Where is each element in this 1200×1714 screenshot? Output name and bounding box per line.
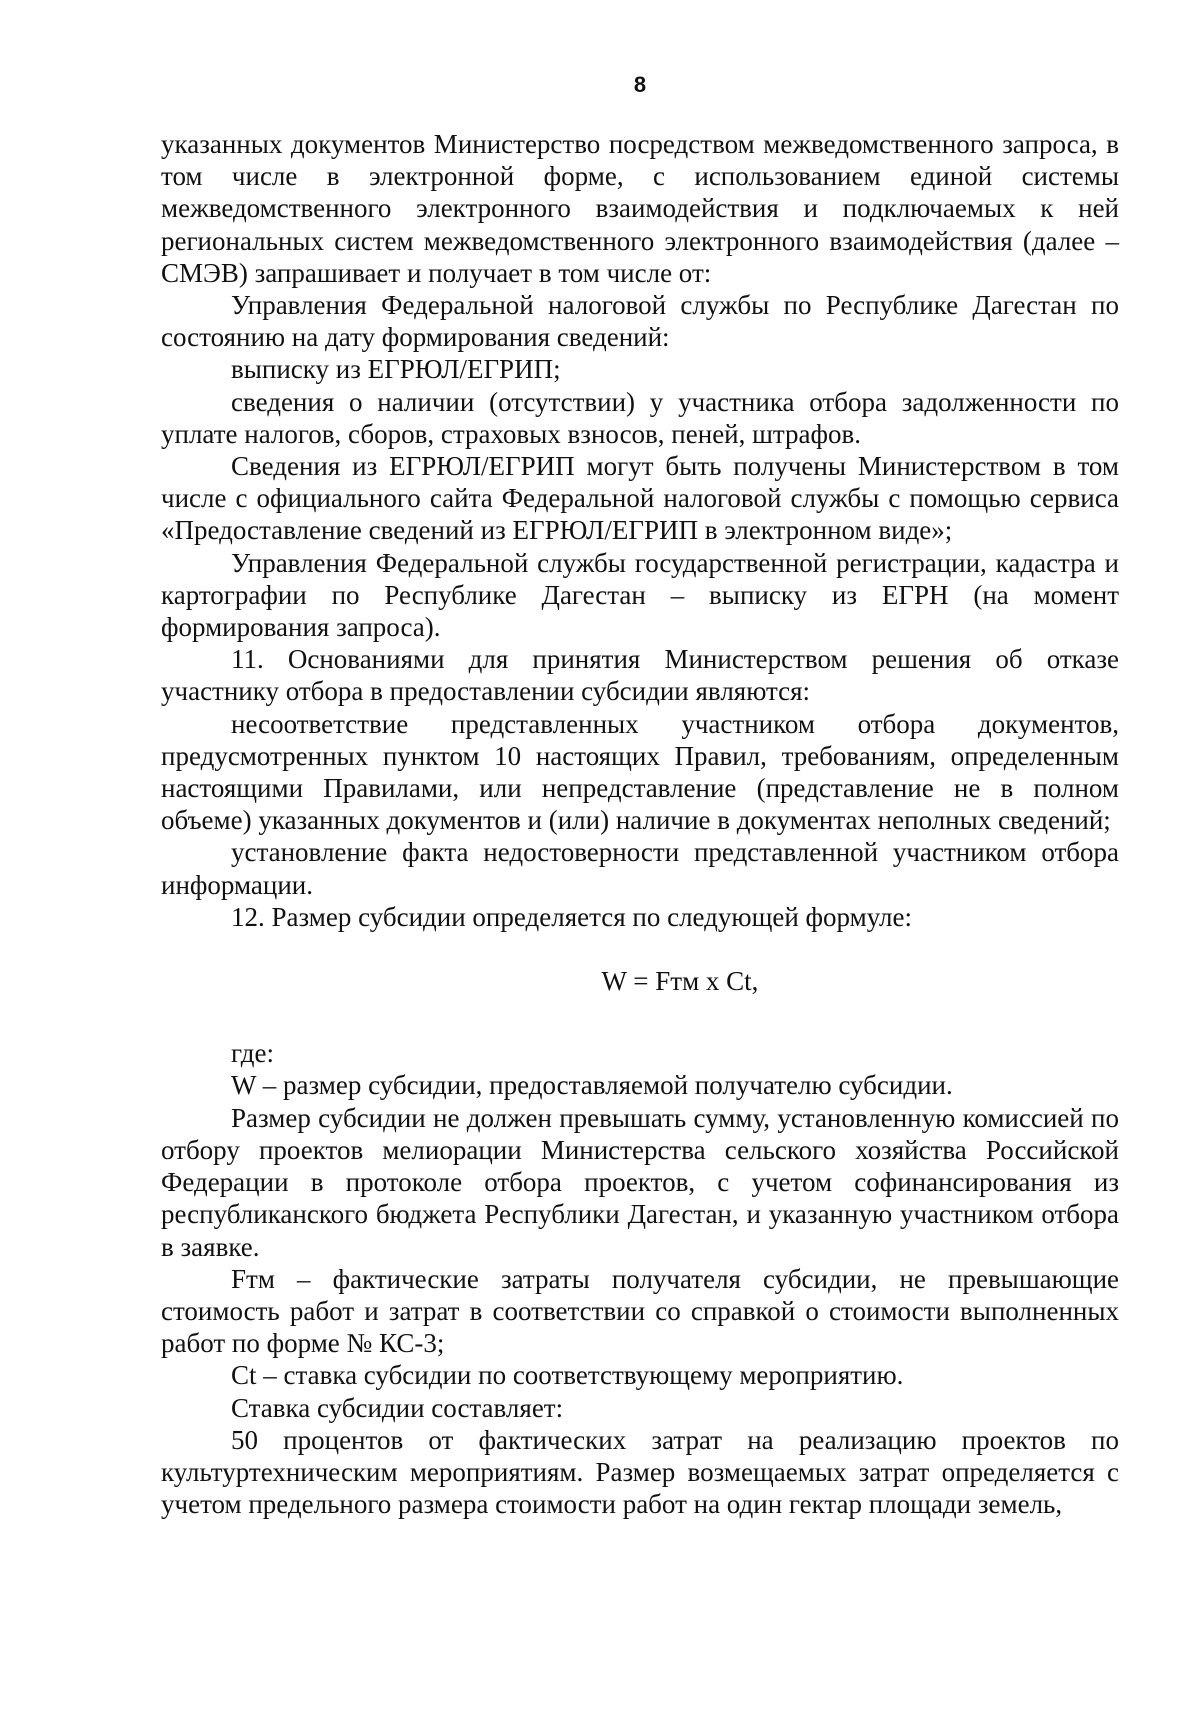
paragraph-item-12: 12. Размер субсидии определяется по следующей формуле:	[231, 901, 912, 932]
paragraph-ct-definition: Ct – ставка субсидии по соответствующему мероприятию.	[231, 1360, 904, 1391]
paragraph-rosreestr: Управления Федеральной службы государственной регистрации, кадастра и картографии по Республике Дагестан – выписку из ЕГРН (на момент формирования запроса).	[161, 547, 1119, 643]
paragraph-item-11: 11. Основаниями для принятия Министерством решения об отказе участнику отбора в предоставлении субсидии являются:	[161, 644, 1119, 707]
paragraph-egrul-online: Сведения из ЕГРЮЛ/ЕГРИП могут быть получены Министерством в том числе с официального сайта Федеральной налоговой службы с помощью сервиса «Предоставление сведений из ЕГРЮЛ/ЕГРИП в электронном виде»;	[161, 451, 1119, 546]
paragraph-tax-debt-info: сведения о наличии (отсутствии) у участника отбора задолженности по уплате налогов, сборов, страховых взносов, пеней, штрафов.	[161, 386, 1119, 449]
document-body	[161, 128, 1119, 1520]
paragraph-rate-intro: Ставка субсидии составляет:	[231, 1392, 564, 1423]
paragraph-subsidy-limit: Размер субсидии не должен превышать сумму, установленную комиссией по отбору проектов мелиорации Министерства сельского хозяйства Российской Федерации в протоколе отбора проектов, с учетом софинансирования из республиканского бюджета Республики Дагестан, и указанную участником отбора в заявке.	[161, 1102, 1119, 1262]
subsidy-formula: W = Fтм x Ct,	[601, 966, 759, 997]
paragraph-fns-office: Управления Федеральной налоговой службы по Республике Дагестан по состоянию на дату формирования сведений:	[161, 290, 1119, 353]
paragraph-continuation: указанных документов Министерство посредством межведомственного запроса, в том числе в электронной форме, с использованием единой системы межведомственного электронного взаимодействия и подключаемых к ней региональных систем межведомственного электронного взаимодействия (далее – СМЭВ) запрашивает и получает в том числе от:	[161, 129, 1119, 288]
paragraph-egrul-extract: выписку из ЕГРЮЛ/ЕГРИП;	[231, 354, 561, 385]
paragraph-w-definition: W – размер субсидии, предоставляемой получателю субсидии.	[231, 1070, 953, 1101]
paragraph-where: где:	[231, 1038, 274, 1069]
paragraph-ftm-definition: Fтм – фактические затраты получателя субсидии, не превышающие стоимость работ и затрат в соответствии со справкой о стоимости выполненных работ по форме № КС-3;	[161, 1263, 1119, 1359]
paragraph-nonconformity: несоответствие представленных участником отбора документов, предусмотренных пунктом 10 настоящих Правил, требованиям, определенным настоящими Правилами, или непредставление (представление не в полном объеме) указанных документов и (или) наличие в документах неполных сведений;	[161, 708, 1119, 836]
paragraph-rate-50-percent: 50 процентов от фактических затрат на реализацию проектов по культуртехническим мероприятиям. Размер возмещаемых затрат определяется с учетом предельного размера стоимости работ на один гектар площади земель,	[161, 1424, 1119, 1520]
page-number: 8	[633, 72, 647, 97]
paragraph-false-info: установление факта недостоверности представленной участником отбора информации.	[161, 837, 1119, 900]
